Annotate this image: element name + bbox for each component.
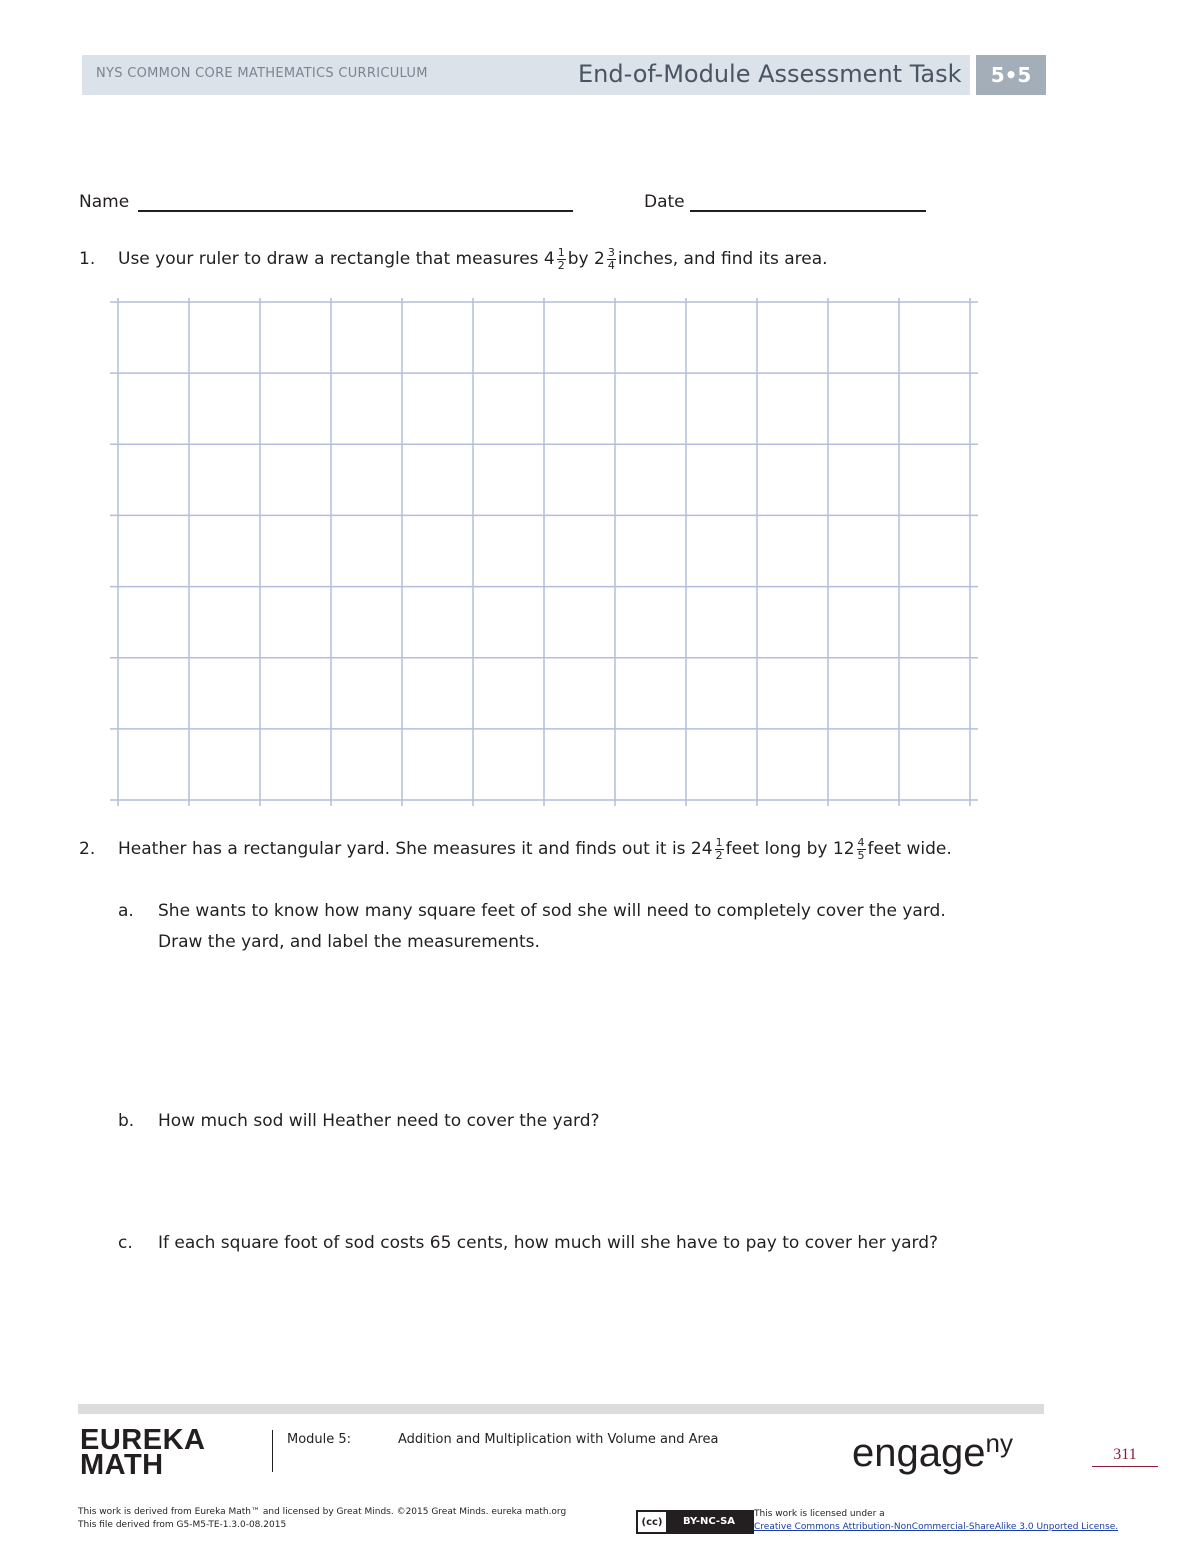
fraction-denominator: 2 — [557, 258, 565, 272]
logo-line-2: MATH — [80, 1449, 164, 1481]
fraction-denominator: 2 — [715, 848, 723, 862]
question-1-text-b: by 2 — [567, 249, 605, 269]
footer-divider — [272, 1430, 273, 1472]
module-title: Addition and Multiplication with Volume and Area — [398, 1432, 719, 1447]
engage-text: engage — [852, 1431, 986, 1475]
inch-grid[interactable] — [110, 298, 980, 808]
fraction-numerator: 1 — [715, 835, 723, 849]
fraction-one-half — [715, 837, 724, 862]
part-c-letter: c. — [118, 1233, 133, 1253]
part-a-letter: a. — [118, 901, 134, 921]
engage-sup-text: ny — [985, 1428, 1013, 1458]
question-1-number: 1. — [79, 249, 96, 269]
name-label: Name — [79, 192, 130, 212]
part-a-line-2: Draw the yard, and label the measurements. — [158, 932, 540, 952]
question-2-text — [118, 834, 952, 864]
fraction-four-fifths — [857, 837, 866, 862]
fraction-numerator: 4 — [857, 835, 865, 849]
question-2-number: 2. — [79, 839, 96, 859]
part-c-text: If each square foot of sod costs 65 cents, how much will she have to pay to cover her yard? — [158, 1233, 939, 1253]
fraction-one-half — [557, 247, 566, 272]
creative-commons-icon: (cc) — [641, 1516, 663, 1528]
license-line-1: This work is licensed under a — [754, 1509, 885, 1519]
module-label: Module 5: — [287, 1432, 352, 1447]
question-1-text — [118, 244, 828, 274]
question-2-text-a: Heather has a rectangular yard. She measures it and finds out it is 24 — [118, 839, 713, 859]
name-field-line[interactable] — [138, 210, 573, 212]
logo-line-1: EUREKA — [80, 1424, 206, 1456]
derived-notice-line-2: This file derived from G5-M5-TE-1.3.0-08.2015 — [78, 1520, 287, 1530]
grade-module-badge: 5•5 — [976, 55, 1046, 95]
date-label: Date — [644, 192, 685, 212]
part-b-text: How much sod will Heather need to cover the yard? — [158, 1111, 600, 1131]
part-b-letter: b. — [118, 1111, 135, 1131]
eureka-math-logo — [80, 1424, 206, 1481]
page-number: 311 — [1092, 1446, 1158, 1467]
fraction-numerator: 3 — [607, 245, 615, 259]
cc-license-badge[interactable] — [636, 1510, 754, 1534]
fraction-denominator: 5 — [857, 848, 865, 862]
derived-notice-line-1: This work is derived from Eureka Math™ and licensed by Great Minds. ©2015 Great Minds. eureka math.org — [78, 1507, 567, 1517]
date-field-line[interactable] — [690, 210, 926, 212]
engageny-logo — [852, 1428, 1013, 1476]
cc-badge-text: BY-NC-SA — [666, 1512, 752, 1532]
fraction-three-quarters — [607, 247, 616, 272]
footer-bar — [78, 1404, 1044, 1414]
assessment-title: End-of-Module Assessment Task — [578, 60, 962, 88]
question-2-text-b: feet long by 12 — [725, 839, 855, 859]
question-1-text-a: Use your ruler to draw a rectangle that measures 4 — [118, 249, 555, 269]
fraction-numerator: 1 — [557, 245, 565, 259]
fraction-denominator: 4 — [607, 258, 615, 272]
part-a-line-1: She wants to know how many square feet of sod she will need to completely cover the yard. — [158, 901, 946, 921]
license-link[interactable]: Creative Commons Attribution-NonCommercial-ShareAlike 3.0 Unported License. — [754, 1522, 1119, 1532]
question-1-text-c: inches, and find its area. — [617, 249, 828, 269]
question-2-text-c: feet wide. — [867, 839, 952, 859]
curriculum-title: NYS COMMON CORE MATHEMATICS CURRICULUM — [96, 66, 428, 81]
